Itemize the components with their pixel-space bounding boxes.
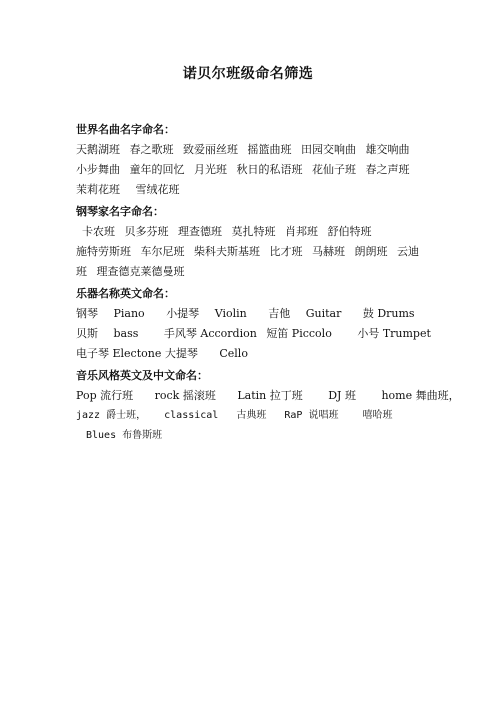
section-heading-instruments: 乐器名称英文命名： bbox=[76, 287, 175, 300]
name-item: 朗朗班 bbox=[354, 245, 388, 258]
name-item: 雄交响曲 bbox=[365, 143, 410, 156]
name-item: 柴科夫斯基班 bbox=[194, 245, 260, 258]
name-item: 秋日的私语班 bbox=[236, 163, 303, 176]
name-item: 马赫班 bbox=[312, 245, 345, 258]
name-item: Pop 流行班 bbox=[76, 389, 134, 402]
name-item: RaP 说唱班 bbox=[284, 410, 339, 421]
name-item: 理查德班 bbox=[178, 225, 222, 238]
name-item: bass bbox=[113, 327, 139, 340]
name-item: 施特劳斯班 bbox=[76, 245, 131, 258]
name-item: 肖邦班 bbox=[285, 225, 318, 238]
name-item: 小提琴 bbox=[166, 307, 200, 320]
name-item: Piano bbox=[113, 307, 145, 320]
name-item: 春之歌班 bbox=[129, 143, 174, 156]
name-item: 摇篮曲班 bbox=[247, 143, 292, 156]
name-item: 童年的回忆 bbox=[129, 163, 185, 176]
name-item: 小号 Trumpet bbox=[357, 327, 431, 340]
name-item: classical bbox=[164, 410, 219, 421]
name-item: 短笛 Piccolo bbox=[266, 327, 332, 340]
name-item: 班 bbox=[76, 265, 87, 278]
text-line bbox=[76, 262, 436, 282]
text-line bbox=[76, 426, 436, 446]
name-item: Latin 拉丁班 bbox=[237, 389, 303, 402]
name-item: 云迪 bbox=[397, 245, 419, 258]
text-line bbox=[76, 140, 436, 160]
name-item: 春之声班 bbox=[365, 163, 410, 176]
section-heading-world-music: 世界名曲名字命名： bbox=[76, 123, 175, 136]
name-item: 小步舞曲 bbox=[76, 163, 120, 176]
document-title: 诺贝尔班级命名筛选 bbox=[182, 66, 314, 82]
name-item: 电子琴 Electone 大提琴 bbox=[76, 347, 198, 360]
name-item: 钢琴 bbox=[76, 307, 98, 320]
name-item: 鼓 Drums bbox=[362, 307, 415, 320]
text-line bbox=[76, 160, 436, 180]
name-item: 雪绒花班 bbox=[135, 183, 180, 196]
name-item: jazz 爵士班， bbox=[76, 410, 147, 421]
section-heading-music-styles: 音乐风格英文及中文命名： bbox=[76, 369, 208, 382]
text-line bbox=[76, 344, 436, 364]
name-item: home 舞曲班， bbox=[381, 389, 460, 402]
name-item: Guitar bbox=[305, 307, 342, 320]
name-item: 天鹅湖班 bbox=[76, 143, 120, 156]
text-line bbox=[76, 386, 460, 406]
name-item: 嘻哈班 bbox=[362, 410, 393, 421]
name-item: 贝斯 bbox=[76, 327, 98, 340]
text-line bbox=[76, 406, 436, 426]
name-item: 贝多芬班 bbox=[124, 225, 169, 238]
name-item: 理查德克莱德曼班 bbox=[96, 265, 185, 278]
name-item: 车尔尼班 bbox=[140, 245, 185, 258]
name-item: Cello bbox=[219, 347, 248, 360]
name-item: DJ 班 bbox=[328, 389, 356, 402]
name-item: 卡农班 bbox=[82, 225, 115, 238]
name-item: 致爱丽丝班 bbox=[183, 143, 238, 156]
section-heading-pianists: 钢琴家名字命名： bbox=[76, 205, 164, 218]
name-item: 田园交响曲 bbox=[301, 143, 356, 156]
name-item: 手风琴 Accordion bbox=[163, 327, 257, 340]
text-line bbox=[76, 324, 436, 344]
name-item: Violin bbox=[214, 307, 247, 320]
name-item: rock 摇滚班 bbox=[154, 389, 216, 402]
name-item: 莫扎特班 bbox=[231, 225, 276, 238]
document-body bbox=[76, 118, 460, 446]
name-item: 吉他 bbox=[268, 307, 291, 320]
text-line bbox=[76, 222, 436, 242]
text-line bbox=[76, 180, 436, 200]
name-item: 月光班 bbox=[194, 163, 227, 176]
name-item: Blues 布鲁斯班 bbox=[86, 430, 163, 441]
name-item: 古典班 bbox=[236, 410, 267, 421]
name-item: 茉莉花班 bbox=[76, 183, 120, 196]
name-item: 舒伯特班 bbox=[327, 225, 372, 238]
name-item: 花仙子班 bbox=[312, 163, 356, 176]
text-line bbox=[76, 304, 436, 324]
text-line bbox=[76, 242, 436, 262]
name-item: 比才班 bbox=[269, 245, 303, 258]
